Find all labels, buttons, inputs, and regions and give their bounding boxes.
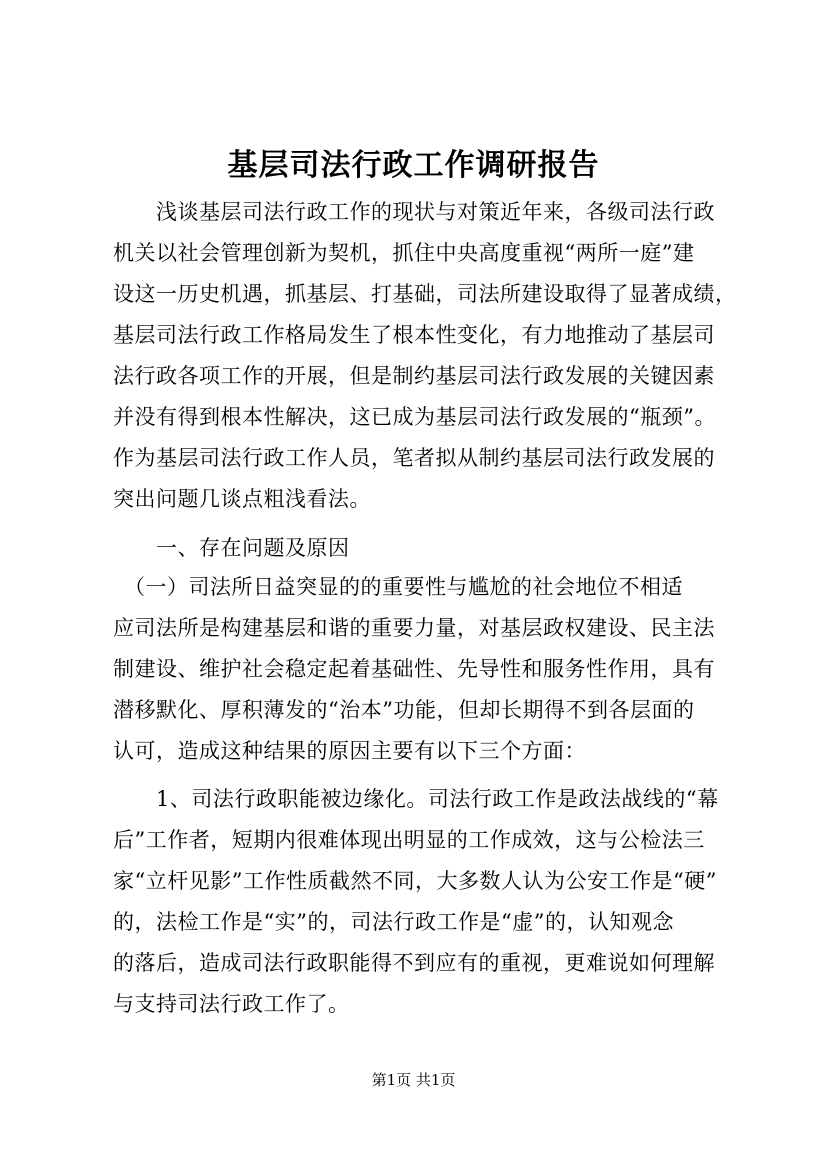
paragraph-line: 浅谈基层司法行政工作的现状与对策近年来，各级司法行政	[113, 200, 715, 224]
subsection-heading: （一）司法所日益突显的的重要性与尴尬的社会地位不相适	[113, 575, 683, 599]
paragraph-line: 并没有得到根本性解决，这已成为基层司法行政发展的“瓶颈”。	[113, 405, 716, 429]
paragraph-line: 的，法检工作是“实”的，司法行政工作是“虚”的，认知观念	[113, 910, 674, 934]
paragraph-line: 应司法所是构建基层和谐的重要力量，对基层政权建设、民主法	[113, 616, 715, 640]
page-footer: 第1页 共1页	[371, 1071, 456, 1089]
paragraph-line: 后”工作者，短期内很难体现出明显的工作成效，这与公检法三	[113, 828, 705, 852]
section-heading: 一、存在问题及原因	[113, 536, 350, 560]
paragraph-line: 设这一历史机遇，抓基层、打基础，司法所建设取得了显著成绩，	[113, 282, 737, 306]
document-title: 基层司法行政工作调研报告	[227, 148, 600, 183]
paragraph-line: 基层司法行政工作格局发生了根本性变化，有力地推动了基层司	[113, 323, 715, 347]
paragraph-line: 突出问题几谈点粗浅看法。	[113, 487, 371, 511]
paragraph-line: 作为基层司法行政工作人员，笔者拟从制约基层司法行政发展的	[113, 446, 715, 470]
paragraph-line: 与支持司法行政工作了。	[113, 992, 350, 1016]
paragraph-line: 家“立杆见影”工作性质截然不同，大多数人认为公安工作是“硬”	[113, 869, 717, 893]
paragraph-line: 认可，造成这种结果的原因主要有以下三个方面：	[113, 739, 586, 763]
paragraph-line: 机关以社会管理创新为契机，抓住中央高度重视“两所一庭”建	[113, 241, 695, 265]
paragraph-line: 潜移默化、厚积薄发的“治本”功能，但却长期得不到各层面的	[113, 698, 695, 722]
paragraph-line: 的落后，造成司法行政职能得不到应有的重视，更难说如何理解	[113, 951, 715, 975]
paragraph-line: 1、司法行政职能被边缘化。司法行政工作是政法战线的“幕	[113, 787, 719, 811]
paragraph-line: 法行政各项工作的开展，但是制约基层司法行政发展的关键因素	[113, 364, 715, 388]
paragraph-line: 制建设、维护社会稳定起着基础性、先导性和服务性作用，具有	[113, 657, 715, 681]
